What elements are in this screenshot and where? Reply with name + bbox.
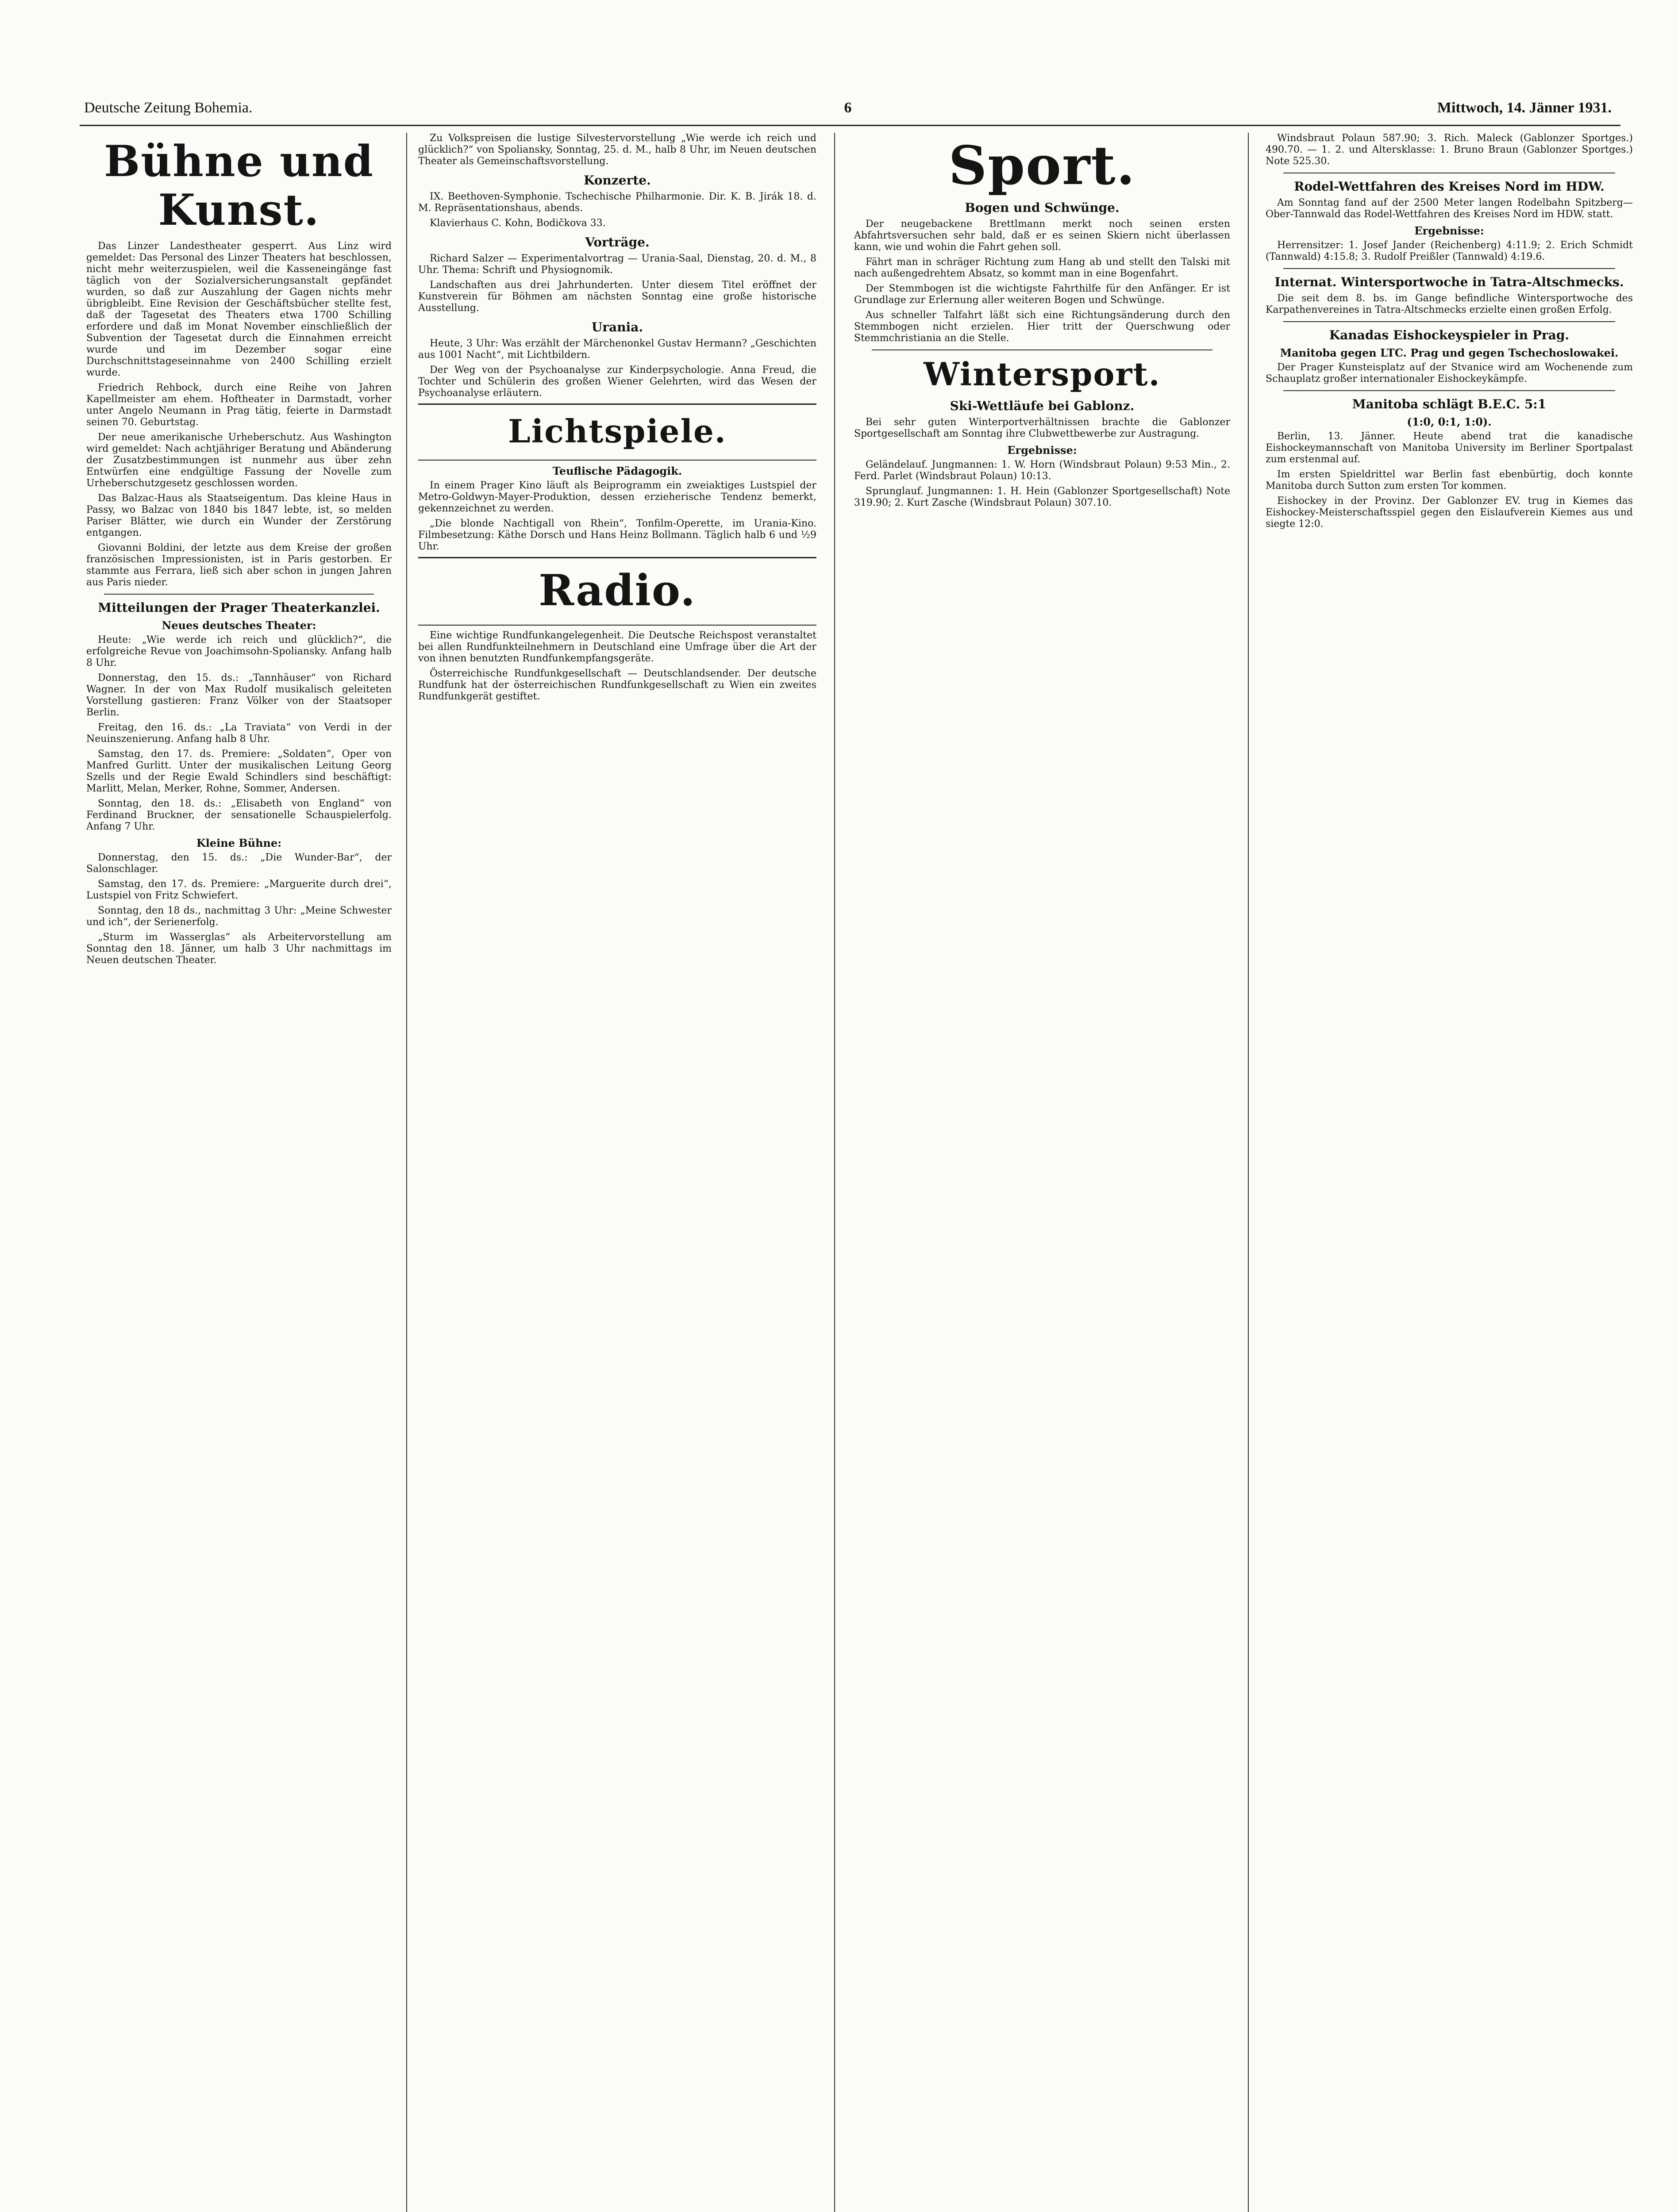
page-header	[84, 100, 1612, 124]
article-paragraph: Im ersten Spieldrittel war Berlin fast ebenbürtig, doch konnte Manitoba durch Sutton zum ersten Tor kommen.	[1266, 469, 1633, 492]
article-paragraph: Sprunglauf. Jungmannen: 1. H. Hein (Gablonzer Sportgesellschaft) Note 319.90; 2. Kurt Zasche (Windsbraut Polaun) 307.10.	[854, 486, 1230, 508]
subheading: Bogen und Schwünge.	[965, 200, 1120, 215]
article-paragraph: Fährt man in schräger Richtung zum Hang ab und stellt den Talski mit nach außengedrehtem Absatz, so kommt man in eine Bogenfahrt.	[854, 257, 1230, 279]
article-paragraph: Freitag, den 16. ds.: „La Traviata“ von Verdi in der Neuinszenierung. Anfang halb 8 Uhr.	[86, 722, 392, 745]
column-divider	[406, 133, 407, 2212]
article-paragraph: Donnerstag, den 15. ds.: „Die Wunder-Bar“, der Salonschlager.	[86, 852, 392, 875]
column-sport	[854, 133, 1230, 2212]
article-paragraph: Sonntag, den 18. ds.: „Elisabeth von England“ von Ferdinand Bruckner, der sensationelle Schauspielerfolg. Anfang 7 Uhr.	[86, 798, 392, 832]
subheading: Kleine Bühne:	[196, 837, 282, 849]
article-paragraph: Aus schneller Talfahrt läßt sich eine Richtungsänderung durch den Stemmbogen nicht erzielen. Hier tritt der Querschwung oder Stemmchristiania an die Stelle.	[854, 310, 1230, 344]
separator	[1283, 321, 1615, 322]
article-paragraph: Friedrich Rehbock, durch eine Reihe von Jahren Kapellmeister am ehem. Hoftheater in Darmstadt, vorher unter Angelo Neumann in Prag tätig, feierte in Darmstadt seinen 70. Geburtstag.	[86, 382, 392, 428]
article-paragraph: „Sturm im Wasserglas“ als Arbeitervorstellung am Sonntag den 18. Jänner, um halb 3 Uhr nachmittags im Neuen deutschen Theater.	[86, 932, 392, 966]
article-paragraph: Zu Volkspreisen die lustige Silvestervorstellung „Wie werde ich reich und glücklich?“ von Spoliansky, Sonntag, 25. d. M., halb 8 Uhr, im Neuen deutschen Theater als Gemeinschaftsvorstellung.	[418, 133, 816, 167]
article-paragraph: Der Stemmbogen ist die wichtigste Fahrthilfe für den Anfänger. Er ist Grundlage zur Erlernung aller weiteren Bogen und Schwünge.	[854, 283, 1230, 306]
subheading: Internat. Wintersportwoche in Tatra-Altschmecks.	[1274, 275, 1624, 289]
subheading: (1:0, 0:1, 1:0).	[1407, 415, 1492, 428]
article-paragraph: Richard Salzer — Experimentalvortrag — Urania-Saal, Dienstag, 20. d. M., 8 Uhr. Thema: Schrift und Physiognomik.	[418, 253, 816, 276]
issue-date: Mittwoch, 14. Jänner 1931.	[1437, 100, 1612, 116]
section-title-lichtspiele: Lichtspiele.	[508, 412, 727, 450]
article-paragraph: In einem Prager Kino läuft als Beiprogramm ein zweiaktiges Lustspiel der Metro-Goldwyn-Mayer-Produktion, dessen erzieherische Tendenz bemerkt, gekennzeichnet zu werden.	[418, 480, 816, 514]
article-paragraph: Eine wichtige Rundfunkangelegenheit. Die Deutsche Reichspost veranstaltet bei allen Rundfunkteilnehmern in Deutschland eine Umfrage über die Art der von ihnen benutzten Rundfunkempfangsgeräte.	[418, 630, 816, 664]
subheading: Vorträge.	[585, 235, 650, 250]
article-paragraph: Samstag, den 17. ds. Premiere: „Soldaten“, Oper von Manfred Gurlitt. Unter der musikalischen Leitung Georg Szells und der Regie Ewald Schindlers sind beschäftigt: Marlitt, Melan, Merker, Rohne, Sommer, Andersen.	[86, 749, 392, 794]
article-paragraph: Herrensitzer: 1. Josef Jander (Reichenberg) 4:11.9; 2. Erich Schmidt (Tannwald) 4:15.8; 3. Rudolf Preißler (Tannwald) 4:19.6.	[1266, 240, 1633, 262]
separator	[872, 349, 1212, 350]
separator	[104, 594, 374, 595]
section-title-wintersport: Wintersport.	[924, 355, 1161, 393]
subheading: Manitoba schlägt B.E.C. 5:1	[1352, 397, 1547, 411]
article-paragraph: Donnerstag, den 15. ds.: „Tannhäuser“ von Richard Wagner. In der von Max Rudolf musikalisch geleiteten Vorstellung gastieren: Franz Völker von der Staatsoper Berlin.	[86, 672, 392, 718]
column-buehne-und-kunst	[86, 133, 392, 2212]
article-paragraph: Sonntag, den 18 ds., nachmittag 3 Uhr: „Meine Schwester und ich“, der Serienerfolg.	[86, 905, 392, 928]
article-paragraph: Landschaften aus drei Jahrhunderten. Unter diesem Titel eröffnet der Kunstverein für Böhmen am nächsten Sonntag eine große historische Ausstellung.	[418, 280, 816, 314]
column-kultur	[418, 133, 816, 2212]
subheading: Manitoba gegen LTC. Prag und gegen Tschechoslowakei.	[1280, 346, 1619, 359]
article-paragraph: „Die blonde Nachtigall von Rhein“, Tonfilm-Operette, im Urania-Kino. Filmbesetzung: Käthe Dorsch und Hans Heinz Bollmann. Täglich halb 6 und ½9 Uhr.	[418, 518, 816, 552]
article-paragraph: Eishockey in der Provinz. Der Gablonzer EV. trug in Kiemes das Eishockey-Meisterschaftsspiel gegen den Eislaufverein Kiemes aus und siegte 12:0.	[1266, 495, 1633, 530]
subheading: Ergebnisse:	[1414, 224, 1484, 237]
article-paragraph: Der Prager Kunsteisplatz auf der Stvanice wird am Wochenende zum Schauplatz großer internationaler Eishockeykämpfe.	[1266, 362, 1633, 384]
article-paragraph: Bei sehr guten Winterportverhältnissen brachte die Gablonzer Sportgesellschaft am Sonntag ihre Clubwettbewerbe zur Austragung.	[854, 417, 1230, 439]
article-paragraph: Der Weg von der Psychoanalyse zur Kinderpsychologie. Anna Freud, die Tochter und Schülerin des großen Wiener Gelehrten, wird das Wesen der Psychoanalyse erläutern.	[418, 365, 816, 399]
section-title-sport: Sport.	[948, 134, 1136, 197]
section-title-buehne: Bühne und Kunst.	[104, 136, 374, 235]
subheading: Neues deutsches Theater:	[162, 619, 316, 632]
article-paragraph: Der neugebackene Brettlmann merkt noch seinen ersten Abfahrtsversuchen sehr bald, daß er es seinen Skiern nicht überlassen kann, wie und wohin die Fahrt gehen soll.	[854, 219, 1230, 253]
column-sport-continued	[1266, 133, 1633, 2212]
section-box	[418, 557, 816, 626]
article-paragraph: IX. Beethoven-Symphonie. Tschechische Philharmonie. Dir. K. B. Jirák 18. d. M. Repräsentationshaus, abends.	[418, 191, 816, 214]
subheading: Rodel-Wettfahren des Kreises Nord im HDW.	[1294, 179, 1605, 194]
subheading: Urania.	[591, 320, 643, 334]
subheading: Konzerte.	[584, 173, 651, 188]
separator	[1283, 390, 1615, 391]
newspaper-name: Deutsche Zeitung Bohemia.	[84, 100, 253, 116]
subheading: Mitteilungen der Prager Theaterkanzlei.	[98, 600, 380, 615]
subheading: Ergebnisse:	[1007, 444, 1077, 457]
section-title-radio: Radio.	[539, 565, 696, 615]
section-box	[418, 403, 816, 461]
separator	[1283, 268, 1615, 269]
article-paragraph: Klavierhaus C. Kohn, Bodičkova 33.	[430, 218, 606, 229]
article-paragraph: Österreichische Rundfunkgesellschaft — Deutschlandsender. Der deutsche Rundfunk hat der österreichischen Rundfunkgesellschaft zu Wien ein zweites Rundfunkgerät gestiftet.	[418, 668, 816, 702]
column-divider	[834, 133, 835, 2212]
article-paragraph: Heute: „Wie werde ich reich und glücklich?“, die erfolgreiche Revue von Joachimsohn-Spoliansky. Anfang halb 8 Uhr.	[86, 634, 392, 668]
subheading: Kanadas Eishockeyspieler in Prag.	[1329, 328, 1570, 342]
article-paragraph: Heute, 3 Uhr: Was erzählt der Märchenonkel Gustav Hermann? „Geschichten aus 1001 Nacht“, mit Lichtbildern.	[418, 338, 816, 361]
subheading: Teuflische Pädagogik.	[552, 465, 682, 477]
article-paragraph: Geländelauf. Jungmannen: 1. W. Horn (Windsbraut Polaun) 9:53 Min., 2. Ferd. Parlet (Windsbraut Polaun) 10:13.	[854, 459, 1230, 482]
article-paragraph: Das Balzac-Haus als Staatseigentum. Das kleine Haus in Passy, wo Balzac von 1840 bis 1847 lebte, ist, so melden Pariser Blätter, wie durch ein Wunder der Zerstörung entgangen.	[86, 493, 392, 538]
article-paragraph: Das Linzer Landestheater gesperrt. Aus Linz wird gemeldet: Das Personal des Linzer Theaters hat beschlossen, nicht mehr weiterzuspielen, weil die Kasseneingänge fast täglich von der Sozialversicherungsanstalt gepfändet wurden, so daß zur Auszahlung der Gagen nichts mehr übrigbleibt. Eine Revision der Geschäftsbücher stellte fest, daß der Tagesetat des Theaters etwa 1700 Schilling erfordere und daß im Monat November einschließlich der Subvention der Tagesetat durch die Einnahmen erreicht wurde und im Dezember sogar eine Durchschnittstageseinnahme von 2400 Schilling erzielt wurde.	[86, 241, 392, 378]
article-paragraph: Die seit dem 8. bs. im Gange befindliche Wintersportwoche des Karpathenvereines in Tatra-Altschmecks erzielte einen großen Erfolg.	[1266, 293, 1633, 315]
article-paragraph: Samstag, den 17. ds. Premiere: „Marguerite durch drei“, Lustspiel von Fritz Schwiefert.	[86, 879, 392, 901]
header-rule	[80, 125, 1620, 126]
page-number: 6	[844, 100, 852, 116]
column-divider	[1248, 133, 1249, 2212]
article-paragraph: Berlin, 13. Jänner. Heute abend trat die kanadische Eishockeymannschaft von Manitoba University im Berliner Sportpalast zum erstenmal auf.	[1266, 431, 1633, 465]
article-paragraph: Windsbraut Polaun 587.90; 3. Rich. Maleck (Gablonzer Sportges.) 490.70. — 1. 2. und Altersklasse: 1. Bruno Braun (Gablonzer Sportges.) Note 525.30.	[1266, 133, 1633, 167]
article-paragraph: Giovanni Boldini, der letzte aus dem Kreise der großen französischen Impressionisten, ist in Paris gestorben. Er stammte aus Ferrara, ließ sich aber schon in jungen Jahren aus Paris nieder.	[86, 542, 392, 588]
subheading: Ski-Wettläufe bei Gablonz.	[950, 399, 1135, 413]
article-paragraph: Am Sonntag fand auf der 2500 Meter langen Rodelbahn Spitzberg—Ober-Tannwald das Rodel-Wettfahren des Kreises Nord im HDW. statt.	[1266, 197, 1633, 220]
article-paragraph: Der neue amerikanische Urheberschutz. Aus Washington wird gemeldet: Nach achtjähriger Beratung und Abänderung der Zusatzbestimmungen ist nunmehr aus über zehn Entwürfen eine endgültige Fassung der Novelle zum Urheberschutzgesetz geschlossen worden.	[86, 432, 392, 489]
